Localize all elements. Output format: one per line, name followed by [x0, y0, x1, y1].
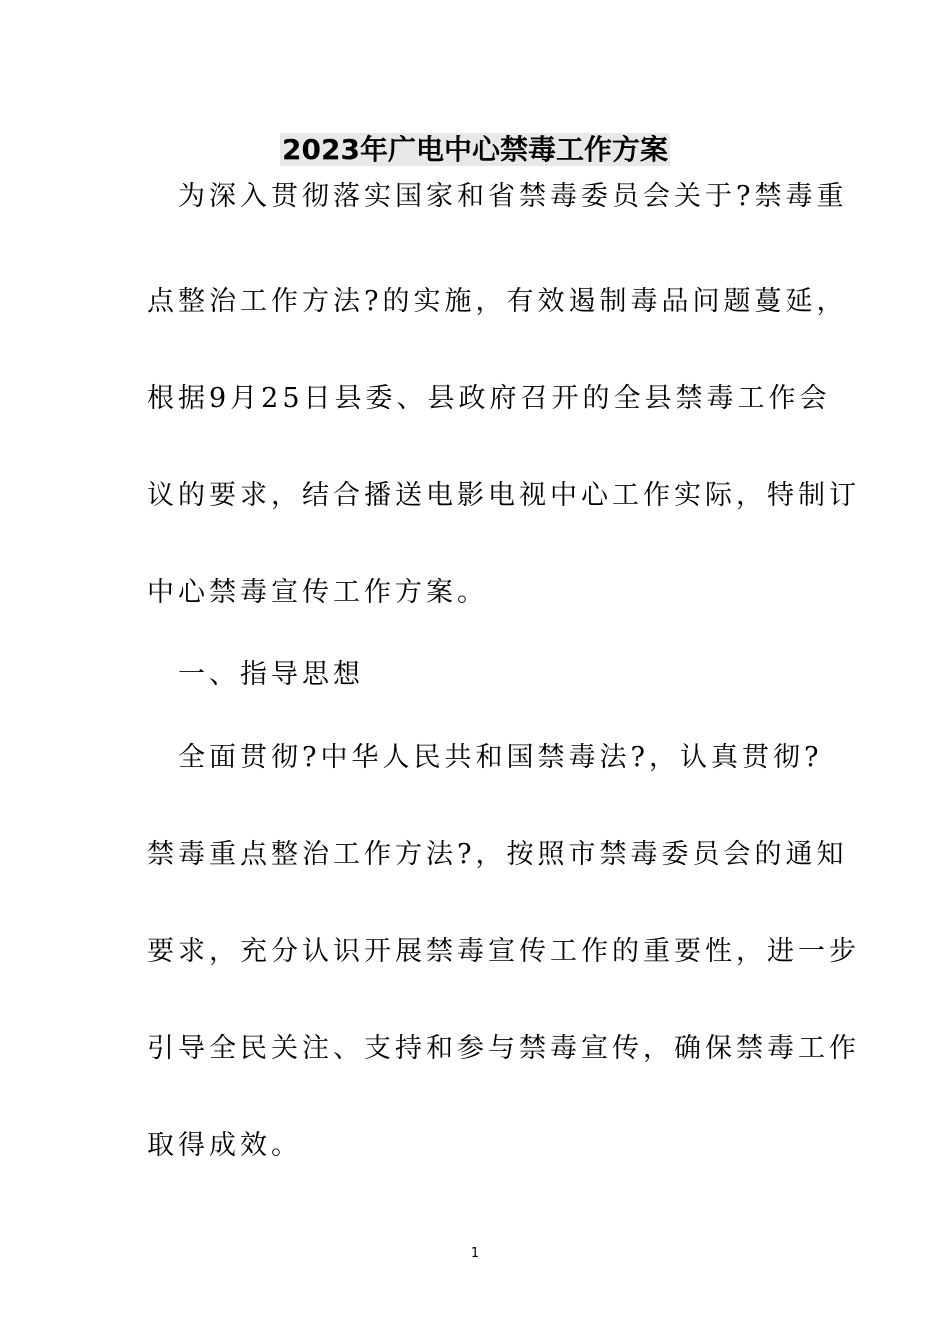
body-line-11: 取得成效。	[147, 1130, 302, 1161]
section-heading: 一、指导思想	[147, 659, 364, 690]
body-line-3: 根据9月25日县委、县政府召开的全县禁毒工作会	[147, 383, 831, 414]
page-number: 1	[470, 1246, 480, 1261]
document-title	[0, 126, 950, 174]
body-line-8: 禁毒重点整治工作方法?，按照市禁毒委员会的通知	[147, 839, 848, 870]
body-line-9: 要求，充分认识开展禁毒宣传工作的重要性，进一步	[147, 936, 860, 967]
body-line-1: 为深入贯彻落实国家和省禁毒委员会关于?禁毒重	[147, 181, 848, 212]
body-line-2: 点整治工作方法?的实施，有效遏制毒品问题蔓延，	[147, 286, 848, 317]
body-line-10: 引导全民关注、支持和参与禁毒宣传，确保禁毒工作	[147, 1033, 860, 1064]
body-line-5: 中心禁毒宣传工作方案。	[147, 577, 488, 608]
document-title-text: 2023年广电中心禁毒工作方案	[282, 133, 668, 166]
body-line-7: 全面贯彻?中华人民共和国禁毒法?，认真贯彻?	[147, 742, 823, 773]
body-line-4: 议的要求，结合播送电影电视中心工作实际，特制订	[147, 480, 860, 511]
